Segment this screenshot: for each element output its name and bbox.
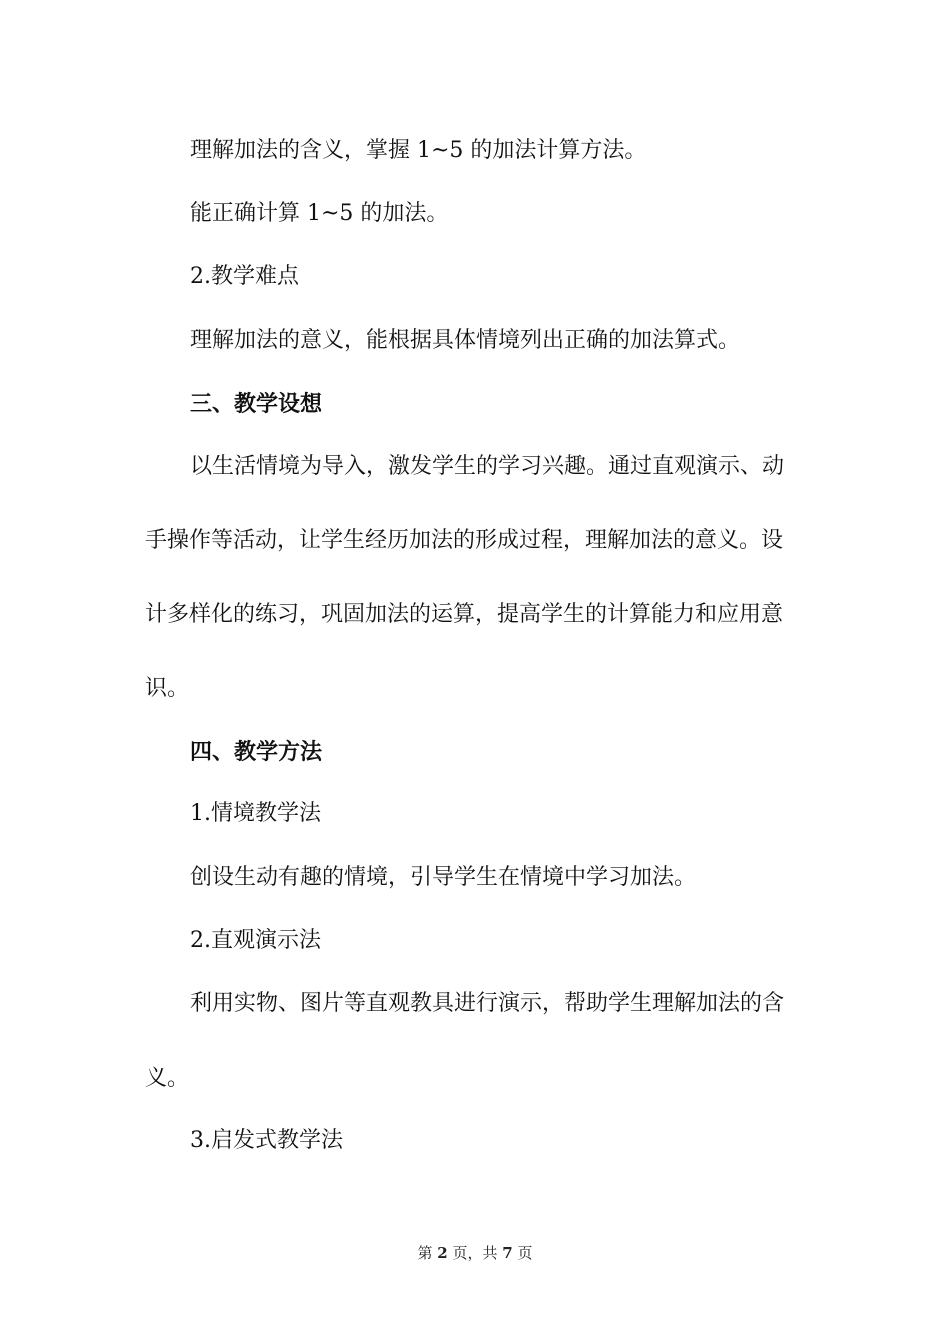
paragraph-line: 理解加法的意义，能根据具体情境列出正确的加法算式。 — [190, 328, 741, 353]
section-heading: 四、教学方法 — [190, 739, 323, 765]
paragraph-line: 能正确计算 1~5 的加法。 — [190, 201, 449, 226]
paragraph-line: 识。 — [145, 676, 190, 701]
total-pages-number: 7 — [502, 1244, 513, 1262]
subheading: 2.教学难点 — [190, 264, 299, 289]
current-page-number: 2 — [437, 1244, 448, 1262]
footer-prefix: 第 — [417, 1244, 433, 1262]
subheading: 3.启发式教学法 — [190, 1128, 343, 1153]
paragraph-line: 义。 — [145, 1066, 190, 1091]
subheading: 1.情境教学法 — [190, 801, 321, 826]
page-footer — [0, 1243, 950, 1263]
paragraph-line: 创设生动有趣的情境，引导学生在情境中学习加法。 — [190, 865, 697, 890]
paragraph-line: 计多样化的练习，巩固加法的运算，提高学生的计算能力和应用意 — [145, 602, 784, 627]
section-heading: 三、教学设想 — [190, 391, 323, 417]
footer-suffix: 页 — [517, 1244, 533, 1262]
paragraph-line: 以生活情境为导入，激发学生的学习兴趣。通过直观演示、动 — [190, 454, 785, 479]
paragraph-line: 手操作等活动，让学生经历加法的形成过程，理解加法的意义。设 — [145, 528, 784, 553]
subheading: 2.直观演示法 — [190, 928, 321, 953]
paragraph-line: 利用实物、图片等直观教具进行演示，帮助学生理解加法的含 — [190, 991, 785, 1016]
footer-middle: 页，共 — [452, 1244, 498, 1262]
paragraph-line: 理解加法的含义，掌握 1~5 的加法计算方法。 — [190, 138, 647, 163]
